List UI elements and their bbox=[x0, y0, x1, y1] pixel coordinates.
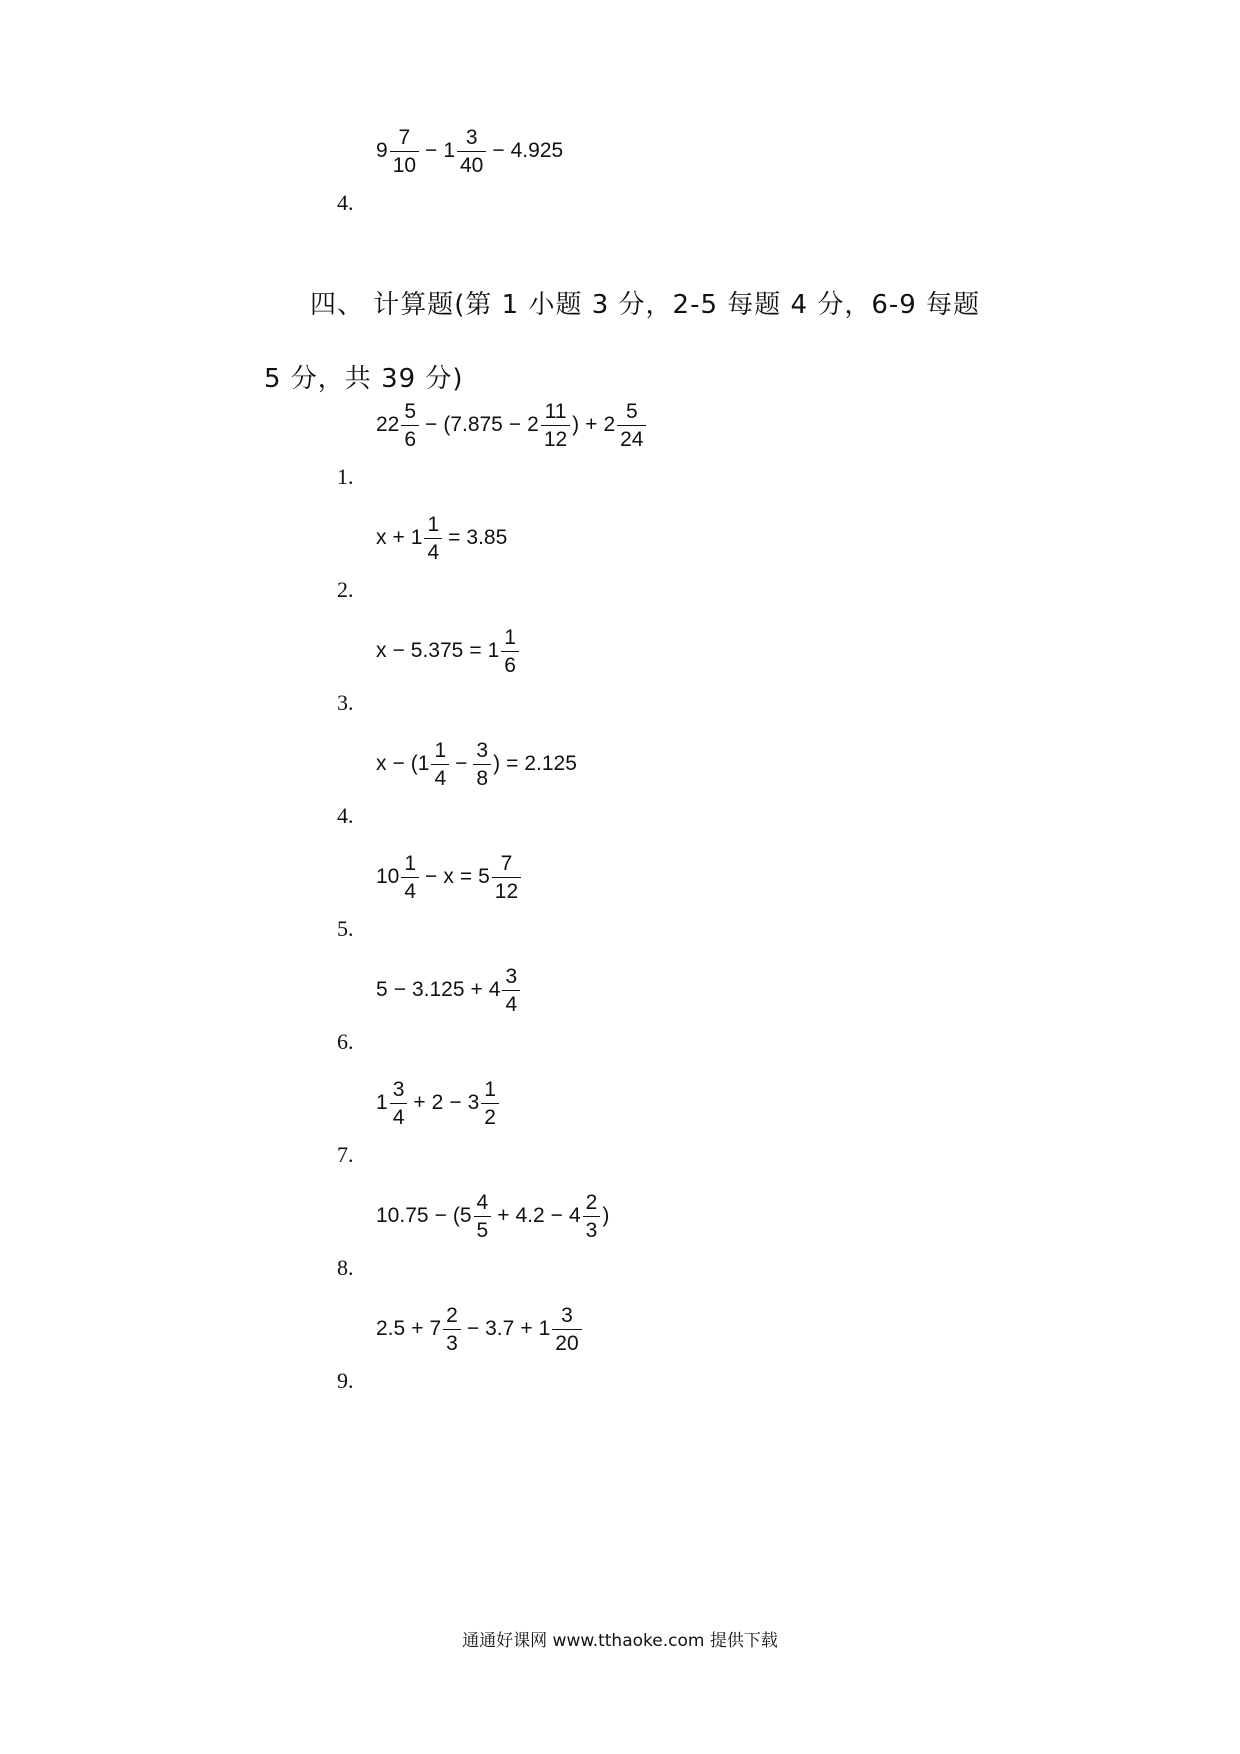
math-expression bbox=[375, 1181, 610, 1251]
numerator: 1 bbox=[404, 851, 417, 875]
term: x bbox=[376, 752, 387, 775]
fraction bbox=[424, 514, 442, 563]
operator: + bbox=[392, 526, 405, 549]
problem-6 bbox=[337, 955, 1037, 1055]
math-expression bbox=[375, 955, 521, 1025]
problem-number: 6. bbox=[337, 1029, 354, 1054]
term: 4.925 bbox=[510, 139, 564, 162]
operator: − bbox=[466, 1317, 480, 1340]
term: x bbox=[376, 639, 387, 662]
denominator: 4 bbox=[431, 764, 449, 789]
term: 3.125 bbox=[411, 978, 465, 1001]
whole-number: 22 bbox=[376, 413, 400, 436]
operator: − bbox=[449, 1091, 462, 1114]
term: (1 bbox=[410, 752, 430, 775]
math-expression bbox=[375, 503, 508, 573]
term: 10.75 bbox=[376, 1204, 429, 1227]
numerator: 3 bbox=[476, 738, 489, 762]
operator: = bbox=[506, 752, 519, 775]
numerator: 5 bbox=[625, 399, 638, 423]
fraction bbox=[431, 740, 449, 789]
whole-number: 4 bbox=[488, 978, 501, 1001]
whole-number: 1 bbox=[487, 639, 500, 662]
problem-3 bbox=[337, 616, 1037, 716]
operator: − bbox=[425, 413, 438, 436]
operator: − bbox=[392, 752, 405, 775]
operator: − bbox=[550, 1204, 563, 1227]
term: 4.2 bbox=[515, 1204, 545, 1227]
denominator: 20 bbox=[552, 1329, 581, 1354]
operator: = bbox=[459, 865, 473, 888]
numerator: 4 bbox=[476, 1190, 489, 1214]
numerator: 1 bbox=[484, 1077, 496, 1101]
fraction bbox=[502, 966, 520, 1015]
numerator: 3 bbox=[392, 1077, 405, 1101]
operator: − bbox=[392, 639, 405, 662]
operator: − bbox=[508, 413, 522, 436]
whole-number: 2 bbox=[527, 413, 539, 436]
operator: − bbox=[425, 865, 438, 888]
problem-number: 3. bbox=[337, 690, 354, 715]
term: 2 bbox=[431, 1091, 444, 1114]
math-expression bbox=[375, 116, 564, 186]
operator: − bbox=[492, 139, 505, 162]
denominator: 2 bbox=[481, 1103, 499, 1128]
denominator: 3 bbox=[443, 1329, 461, 1354]
problem-number: 4. bbox=[337, 803, 354, 828]
denominator: 40 bbox=[457, 151, 486, 176]
fraction bbox=[552, 1305, 581, 1354]
denominator: 5 bbox=[474, 1216, 492, 1241]
whole-number: 2 bbox=[603, 413, 616, 436]
numerator: 1 bbox=[427, 512, 440, 536]
section-heading-continued: 5 分，共 39 分) bbox=[264, 364, 464, 394]
previous-problem-4 bbox=[337, 116, 1037, 216]
whole-number: 3 bbox=[467, 1091, 480, 1114]
whole-number: 7 bbox=[429, 1317, 442, 1340]
numerator: 3 bbox=[465, 125, 478, 149]
term: (5 bbox=[452, 1204, 472, 1227]
problem-number: 9. bbox=[337, 1368, 354, 1393]
term: x bbox=[376, 526, 387, 549]
operator: + bbox=[497, 1204, 510, 1227]
section-heading: 四、 计算题(第 1 小题 3 分，2-5 每题 4 分，6-9 每题 bbox=[310, 290, 981, 320]
denominator: 6 bbox=[501, 651, 519, 676]
operator: + bbox=[411, 1317, 424, 1340]
fraction bbox=[443, 1305, 461, 1354]
denominator: 4 bbox=[401, 877, 419, 902]
operator: − bbox=[393, 978, 406, 1001]
problem-4 bbox=[337, 729, 1037, 829]
math-expression bbox=[375, 842, 522, 912]
numerator: 2 bbox=[446, 1303, 458, 1327]
numerator: 3 bbox=[561, 1303, 573, 1327]
whole-number: 1 bbox=[538, 1317, 551, 1340]
term: 3.85 bbox=[466, 526, 508, 549]
fraction bbox=[390, 1079, 408, 1128]
problem-number: 4. bbox=[337, 190, 354, 215]
operator: = bbox=[469, 639, 482, 662]
operator: − bbox=[425, 139, 438, 162]
numerator: 1 bbox=[504, 625, 516, 649]
operator: + bbox=[585, 413, 598, 436]
numerator: 2 bbox=[585, 1190, 598, 1214]
problem-1 bbox=[337, 390, 1037, 490]
term: ) bbox=[572, 413, 580, 436]
numerator: 3 bbox=[505, 964, 518, 988]
math-expression bbox=[375, 1068, 500, 1138]
term: 2.125 bbox=[524, 752, 577, 775]
term: ) bbox=[493, 752, 501, 775]
problem-5 bbox=[337, 842, 1037, 942]
fraction bbox=[583, 1192, 601, 1241]
fraction bbox=[617, 401, 646, 450]
problem-number: 2. bbox=[337, 577, 354, 602]
numerator: 11 bbox=[544, 399, 567, 423]
operator: − bbox=[434, 1204, 447, 1227]
whole-number: 1 bbox=[376, 1091, 388, 1114]
numerator: 7 bbox=[398, 125, 411, 149]
problem-number: 8. bbox=[337, 1255, 354, 1280]
whole-number: 5 bbox=[478, 865, 490, 888]
fraction bbox=[390, 127, 419, 176]
denominator: 12 bbox=[541, 425, 570, 450]
problem-7 bbox=[337, 1068, 1037, 1168]
whole-number: 1 bbox=[410, 526, 423, 549]
term: (7.875 bbox=[443, 413, 503, 436]
fraction bbox=[501, 627, 519, 676]
fraction bbox=[492, 853, 521, 902]
whole-number: 10 bbox=[376, 865, 400, 888]
denominator: 10 bbox=[390, 151, 419, 176]
problem-number: 5. bbox=[337, 916, 354, 941]
denominator: 3 bbox=[583, 1216, 601, 1241]
fraction bbox=[401, 401, 419, 450]
fraction bbox=[474, 1192, 492, 1241]
operator: + bbox=[413, 1091, 426, 1114]
problem-number: 1. bbox=[337, 464, 354, 489]
fraction bbox=[401, 853, 419, 902]
numerator: 7 bbox=[500, 851, 513, 875]
term: 2.5 bbox=[376, 1317, 406, 1340]
numerator: 1 bbox=[434, 738, 447, 762]
operator: = bbox=[448, 526, 461, 549]
denominator: 12 bbox=[492, 877, 521, 902]
operator: + bbox=[520, 1317, 533, 1340]
problem-number: 7. bbox=[337, 1142, 354, 1167]
math-expression bbox=[375, 729, 578, 799]
problem-8 bbox=[337, 1181, 1037, 1281]
problem-9 bbox=[337, 1294, 1037, 1394]
fraction bbox=[541, 401, 570, 450]
math-expression bbox=[375, 616, 520, 686]
whole-number: 1 bbox=[443, 139, 455, 162]
term: x bbox=[443, 865, 454, 888]
term: ) bbox=[602, 1204, 610, 1227]
fraction bbox=[457, 127, 486, 176]
denominator: 4 bbox=[424, 538, 442, 563]
term: 3.7 bbox=[485, 1317, 515, 1340]
whole-number: 9 bbox=[376, 139, 388, 162]
denominator: 4 bbox=[390, 1103, 408, 1128]
term: 5.375 bbox=[410, 639, 464, 662]
math-expression bbox=[375, 390, 647, 460]
denominator: 8 bbox=[473, 764, 491, 789]
math-expression bbox=[375, 1294, 583, 1364]
denominator: 6 bbox=[401, 425, 419, 450]
fraction bbox=[473, 740, 491, 789]
numerator: 5 bbox=[404, 399, 417, 423]
fraction bbox=[481, 1079, 499, 1128]
operator: + bbox=[470, 978, 483, 1001]
footer-watermark: 通通好课网 www.tthaoke.com 提供下载 bbox=[462, 1631, 778, 1651]
problem-2 bbox=[337, 503, 1037, 603]
denominator: 24 bbox=[617, 425, 646, 450]
term: 5 bbox=[376, 978, 388, 1001]
operator: − bbox=[455, 752, 468, 775]
denominator: 4 bbox=[502, 990, 520, 1015]
whole-number: 4 bbox=[568, 1204, 581, 1227]
